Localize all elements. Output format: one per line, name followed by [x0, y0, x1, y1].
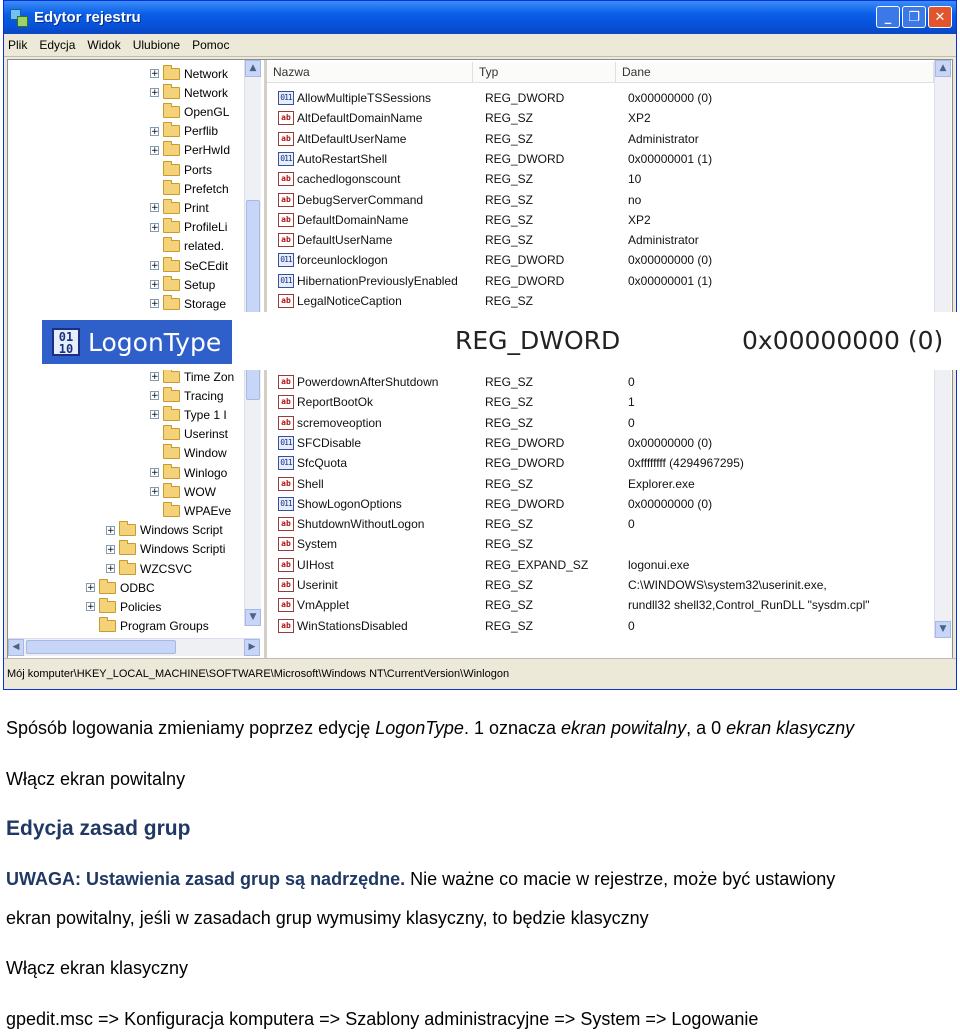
- tree-item[interactable]: [150, 141, 230, 160]
- value-data: 10: [628, 172, 642, 187]
- tree-item-label: WZCSVC: [140, 561, 192, 576]
- tree-expander-icon[interactable]: +: [151, 145, 159, 156]
- menu-favorites[interactable]: Ulubione: [132, 38, 181, 52]
- text-italic: LogonType: [375, 718, 464, 738]
- tree-item[interactable]: [150, 64, 228, 83]
- maximize-button[interactable]: ❐: [902, 6, 926, 28]
- tree-expander-icon[interactable]: +: [151, 468, 159, 478]
- value-name: ShowLogonOptions: [297, 496, 402, 511]
- value-name: DebugServerCommand: [297, 192, 424, 207]
- reg-sz-icon: ab: [278, 537, 294, 551]
- logontype-type: REG_DWORD: [455, 326, 621, 355]
- folder-icon: [163, 221, 180, 233]
- text-italic: ekran klasyczny: [726, 718, 855, 738]
- value-row[interactable]: [267, 595, 870, 615]
- tree-expander-icon[interactable]: +: [151, 410, 159, 421]
- value-row[interactable]: [267, 129, 699, 149]
- warning-rest: Nie ważne co macie w rejestrze, może być ustawiony: [405, 869, 836, 889]
- tree-item-label: Network: [184, 85, 229, 100]
- tree-item-label: Network: [184, 66, 229, 81]
- value-data: 1: [628, 395, 635, 410]
- reg-sz-icon: ab: [278, 172, 294, 186]
- value-name: ShutdownWithoutLogon: [297, 517, 425, 532]
- value-row[interactable]: [267, 555, 690, 575]
- tree-item-label: Type 1 I: [184, 407, 227, 422]
- value-name: scremoveoption: [297, 415, 382, 430]
- reg-sz-icon: ab: [278, 619, 294, 633]
- tree-item[interactable]: [106, 540, 225, 559]
- tree-item[interactable]: [106, 559, 192, 578]
- tree-item[interactable]: [150, 237, 224, 256]
- value-data: 0: [628, 618, 635, 633]
- value-type: REG_DWORD: [485, 253, 565, 268]
- value-name: HibernationPreviouslyEnabled: [297, 273, 458, 288]
- value-name: WinStationsDisabled: [297, 618, 408, 633]
- value-type: REG_DWORD: [485, 456, 565, 471]
- tree-item[interactable]: [150, 198, 209, 217]
- reg-sz-icon: ab: [278, 477, 294, 491]
- line-enable-classic: Włącz ekran klasyczny: [6, 958, 189, 978]
- tree-expander-icon[interactable]: +: [151, 299, 159, 310]
- tree-item[interactable]: [150, 444, 227, 463]
- tree-item-label: Print: [184, 200, 209, 215]
- folder-icon: [163, 428, 180, 440]
- value-data: 0: [628, 375, 635, 389]
- folder-icon: [119, 524, 136, 536]
- value-type: REG_SZ: [485, 618, 534, 633]
- value-row[interactable]: [267, 392, 635, 412]
- tree-expander-icon[interactable]: +: [151, 88, 159, 99]
- value-type: REG_DWORD: [485, 273, 565, 288]
- value-type: REG_SZ: [485, 172, 534, 187]
- tree-item-label: Program Groups: [120, 619, 209, 634]
- tree-expander-icon: [150, 242, 159, 251]
- value-row[interactable]: [267, 474, 695, 494]
- value-type: REG_SZ: [485, 131, 534, 146]
- value-row[interactable]: [267, 514, 635, 534]
- value-data: logonui.exe: [628, 557, 690, 572]
- tree-item-label: Userinst: [184, 427, 229, 442]
- value-row[interactable]: [267, 291, 534, 311]
- tree-item[interactable]: [150, 256, 228, 275]
- value-type: REG_DWORD: [485, 435, 565, 450]
- reg-sz-icon: ab: [278, 395, 294, 409]
- menu-help[interactable]: Pomoc: [192, 38, 230, 52]
- tree-item-label: Prefetch: [184, 181, 229, 196]
- folder-icon: [163, 260, 180, 272]
- reg-dword-icon: 011: [278, 253, 294, 267]
- tree-item-label: Windows Scripti: [140, 542, 226, 557]
- tree-item[interactable]: [86, 617, 209, 636]
- value-row[interactable]: [267, 108, 651, 128]
- column-type-header[interactable]: Typ: [473, 62, 616, 82]
- list-scroll-down-arrow-icon[interactable]: ▼: [935, 621, 951, 638]
- value-name: LegalNoticeCaption: [297, 294, 402, 308]
- tree-item[interactable]: [150, 122, 218, 141]
- menu-file[interactable]: Plik: [8, 38, 28, 52]
- tree-expander-icon[interactable]: +: [87, 602, 95, 613]
- folder-icon: [163, 164, 180, 176]
- folder-icon: [119, 563, 136, 575]
- value-type: REG_EXPAND_SZ: [485, 557, 589, 572]
- logontype-zoom-callout: [37, 312, 960, 370]
- tree-item-label: SeCEdit: [184, 258, 229, 273]
- value-row[interactable]: [267, 271, 713, 291]
- status-bar: Mój komputer\HKEY_LOCAL_MACHINE\SOFTWARE\Microsoft\Windows NT\CurrentVersion\Winlogon: [4, 658, 956, 689]
- value-name: AltDefaultUserName: [297, 131, 407, 146]
- tree-item[interactable]: [150, 102, 229, 121]
- tree-expander-icon: [86, 622, 95, 631]
- tree-item-label: Perflib: [184, 124, 219, 139]
- folder-icon: [163, 298, 180, 310]
- tree-item-label: Tracing: [184, 388, 224, 403]
- warning-bold: UWAGA: Ustawienia zasad grup są nadrzędne.: [6, 869, 406, 889]
- value-name: PowerdownAfterShutdown: [297, 375, 439, 389]
- value-name: System: [297, 537, 338, 552]
- value-name: AutoRestartShell: [297, 151, 388, 166]
- tree-item[interactable]: [150, 386, 224, 405]
- text-run: Spósób logowania zmieniamy poprzez edycję: [6, 718, 376, 738]
- reg-sz-icon: ab: [278, 233, 294, 247]
- tree-item[interactable]: [150, 83, 228, 102]
- value-data: rundll32 shell32,Control_RunDLL "sysdm.cpl": [628, 598, 870, 613]
- folder-icon: [163, 202, 180, 214]
- tree-item-label: ProfileLi: [184, 220, 228, 235]
- tree-item-label: PerHwId: [184, 143, 231, 158]
- tree-expander-icon[interactable]: +: [107, 525, 115, 536]
- value-name: Userinit: [297, 578, 338, 592]
- folder-icon: [163, 183, 180, 195]
- list-scroll-up-arrow-icon[interactable]: ▲: [935, 60, 951, 77]
- reg-sz-icon: ab: [278, 193, 294, 207]
- value-type: REG_SZ: [485, 578, 534, 592]
- tree-expander-icon[interactable]: +: [151, 203, 159, 214]
- folder-icon: [163, 505, 180, 517]
- folder-icon: [163, 486, 180, 498]
- tree-item[interactable]: [150, 275, 215, 294]
- tree-item-label: Setup: [184, 277, 216, 292]
- value-data: XP2: [628, 212, 651, 227]
- folder-icon: [163, 279, 180, 291]
- text-run: . 1 oznacza: [463, 718, 561, 738]
- folder-icon: [163, 409, 180, 421]
- value-row[interactable]: [267, 534, 534, 554]
- value-type: REG_SZ: [485, 375, 534, 389]
- value-type: REG_SZ: [485, 476, 534, 491]
- value-name: cachedlogonscount: [297, 172, 401, 187]
- tree-expander-icon[interactable]: +: [151, 69, 159, 79]
- menu-view[interactable]: Widok: [87, 38, 121, 52]
- value-type: REG_SZ: [485, 233, 534, 248]
- value-row[interactable]: [267, 413, 635, 433]
- tree-scroll-thumb[interactable]: [246, 200, 260, 400]
- window-title: Edytor rejestru: [34, 9, 141, 26]
- tree-item-label: Winlogo: [184, 465, 228, 480]
- tree-expander-icon[interactable]: +: [151, 280, 159, 291]
- value-row[interactable]: [267, 453, 744, 473]
- reg-dword-icon: 011: [278, 274, 294, 288]
- value-data: 0x00000000 (0): [628, 435, 713, 450]
- folder-icon: [163, 106, 180, 118]
- value-data: 0: [628, 415, 635, 430]
- folder-icon: [119, 543, 136, 555]
- tree-item[interactable]: [86, 597, 161, 616]
- reg-dword-icon: 01 10: [52, 328, 80, 356]
- value-data: 0: [628, 517, 635, 532]
- tree-item-label: WPAEve: [184, 503, 232, 518]
- tree-item[interactable]: [150, 294, 226, 313]
- tree-item-label: Windows Script: [140, 523, 223, 538]
- tree-item-label: ODBC: [120, 580, 155, 595]
- tree-item-label: Ports: [184, 162, 213, 177]
- value-name: SFCDisable: [297, 435, 362, 450]
- tree-item-label: Time Zon: [184, 369, 235, 384]
- value-type: REG_SZ: [485, 395, 534, 410]
- folder-icon: [99, 620, 116, 632]
- tree-item[interactable]: [150, 218, 227, 237]
- value-name: ReportBootOk: [297, 395, 374, 410]
- reg-dword-icon: 011: [278, 497, 294, 511]
- scroll-right-arrow-icon[interactable]: ▶: [244, 639, 260, 656]
- warning-line-2: ekran powitalny, jeśli w zasadach grup wymusimy klasyczny, to będzie klasyczny: [6, 908, 649, 928]
- value-type: REG_SZ: [485, 212, 534, 227]
- folder-icon: [99, 601, 116, 613]
- folder-icon: [163, 125, 180, 137]
- tree-item[interactable]: [150, 482, 216, 501]
- text-run: , a 0: [686, 718, 727, 738]
- logontype-selected-value[interactable]: [42, 320, 232, 364]
- tree-item[interactable]: [150, 501, 231, 520]
- tree-item[interactable]: [86, 578, 155, 597]
- folder-icon: [99, 582, 116, 594]
- value-name: SfcQuota: [297, 456, 348, 471]
- tree-item[interactable]: [106, 521, 223, 540]
- tree-expander-icon[interactable]: +: [151, 261, 159, 271]
- warning-paragraph: [6, 869, 835, 890]
- reg-sz-icon: ab: [278, 598, 294, 612]
- reg-sz-icon: ab: [278, 213, 294, 227]
- value-data: 0x00000001 (1): [628, 273, 713, 288]
- reg-sz-icon: ab: [278, 294, 294, 308]
- scroll-down-arrow-icon[interactable]: ▼: [245, 609, 261, 626]
- logontype-name: LogonType: [88, 327, 222, 357]
- value-type: REG_SZ: [485, 598, 534, 613]
- value-data: Explorer.exe: [628, 476, 695, 491]
- value-row[interactable]: [267, 190, 642, 210]
- value-data: Administrator: [628, 233, 699, 248]
- reg-dword-icon: 011: [278, 91, 294, 105]
- value-type: REG_DWORD: [485, 151, 565, 166]
- folder-icon: [163, 390, 180, 402]
- tree-expander-icon[interactable]: +: [151, 487, 159, 498]
- value-name: DefaultUserName: [297, 233, 393, 248]
- value-row[interactable]: [267, 494, 713, 514]
- reg-sz-icon: ab: [278, 517, 294, 531]
- value-type: REG_SZ: [485, 537, 534, 552]
- tree-horizontal-scrollbar[interactable]: [8, 638, 260, 656]
- tree-item[interactable]: [150, 425, 228, 444]
- value-row[interactable]: [267, 250, 713, 270]
- text-italic: ekran powitalny: [561, 718, 687, 738]
- tree-expander-icon[interactable]: +: [87, 583, 95, 594]
- value-type: REG_SZ: [485, 294, 534, 308]
- folder-icon: [163, 240, 180, 252]
- value-row[interactable]: [267, 575, 827, 595]
- value-row[interactable]: [267, 210, 651, 230]
- folder-icon: [163, 447, 180, 459]
- heading-group-policy: Edycja zasad grup: [6, 817, 191, 840]
- tree-item-label: WOW: [184, 484, 216, 499]
- tree-item-label: Policies: [120, 599, 162, 614]
- column-data-header[interactable]: Dane: [616, 62, 934, 82]
- value-row[interactable]: [267, 433, 713, 453]
- reg-sz-icon: ab: [278, 132, 294, 146]
- close-button[interactable]: ✕: [928, 6, 952, 28]
- value-data: 0x00000001 (1): [628, 151, 713, 166]
- value-row[interactable]: [267, 372, 635, 392]
- value-data: 0x00000000 (0): [628, 91, 713, 105]
- tree-item[interactable]: [150, 160, 212, 179]
- value-data: C:\WINDOWS\system32\userinit.exe,: [628, 578, 827, 592]
- folder-icon: [163, 87, 180, 99]
- title-bar[interactable]: [4, 1, 956, 34]
- reg-sz-icon: ab: [278, 375, 294, 389]
- tree-expander-icon: [150, 449, 159, 458]
- folder-icon: [163, 371, 180, 383]
- value-type: REG_DWORD: [485, 91, 565, 105]
- value-name: AllowMultipleTSSessions: [297, 91, 432, 105]
- tree-expander-icon[interactable]: +: [151, 391, 159, 402]
- value-data: Administrator: [628, 131, 699, 146]
- value-data: XP2: [628, 111, 651, 126]
- value-name: AltDefaultDomainName: [297, 111, 423, 126]
- value-name: Shell: [297, 476, 324, 491]
- value-row[interactable]: [267, 230, 699, 250]
- folder-icon: [163, 467, 180, 479]
- value-name: UIHost: [297, 557, 334, 572]
- tree-item-label: Window: [184, 446, 227, 461]
- tree-item-label: Storage: [184, 296, 227, 311]
- folder-icon: [163, 144, 180, 156]
- paragraph-logon-edit: [6, 718, 854, 739]
- tree-item-label: related.: [184, 239, 225, 254]
- value-name: VmApplet: [297, 598, 350, 613]
- tree-hscroll-thumb[interactable]: [26, 640, 176, 654]
- value-row[interactable]: [267, 88, 713, 108]
- folder-icon: [163, 68, 180, 80]
- reg-dword-icon: 011: [278, 436, 294, 450]
- tree-expander-icon: [150, 107, 159, 116]
- tree-expander-icon[interactable]: +: [107, 564, 115, 574]
- reg-sz-icon: ab: [278, 578, 294, 592]
- gpedit-path: gpedit.msc => Konfiguracja komputera => Szablony administracyjne => System => Logowanie: [6, 1009, 759, 1029]
- value-type: REG_SZ: [485, 192, 534, 207]
- value-type: REG_DWORD: [485, 496, 565, 511]
- value-type: REG_SZ: [485, 415, 534, 430]
- menu-bar: [4, 34, 956, 57]
- reg-sz-icon: ab: [278, 416, 294, 430]
- reg-dword-icon: 011: [278, 152, 294, 166]
- reg-dword-icon: 011: [278, 456, 294, 470]
- tree-item[interactable]: [150, 179, 229, 198]
- value-row[interactable]: [267, 149, 713, 169]
- value-row[interactable]: [267, 616, 635, 636]
- scroll-left-arrow-icon[interactable]: ◀: [8, 639, 24, 656]
- tree-expander-icon: [150, 184, 159, 193]
- column-name-header[interactable]: Nazwa: [267, 62, 473, 82]
- reg-sz-icon: ab: [278, 558, 294, 572]
- menu-edit[interactable]: Edycja: [39, 38, 76, 52]
- value-data: no: [628, 192, 642, 207]
- tree-expander-icon[interactable]: +: [151, 126, 159, 137]
- tree-item[interactable]: [150, 463, 227, 482]
- value-data: 0xffffffff (4294967295): [628, 456, 744, 471]
- line-enable-welcome: Włącz ekran powitalny: [6, 769, 186, 789]
- tree-expander-icon: [150, 430, 159, 439]
- list-header: [267, 62, 934, 83]
- value-type: REG_SZ: [485, 111, 534, 126]
- value-name: DefaultDomainName: [297, 212, 409, 227]
- value-type: REG_SZ: [485, 517, 534, 532]
- value-name: forceunlocklogon: [297, 253, 388, 268]
- regedit-app-icon: [10, 9, 28, 27]
- value-data: 0x00000000 (0): [628, 496, 713, 511]
- tree-expander-icon[interactable]: +: [107, 544, 115, 555]
- tree-item-label: OpenGL: [184, 104, 230, 119]
- reg-sz-icon: ab: [278, 111, 294, 125]
- tree-expander-icon: [150, 506, 159, 515]
- tree-expander-icon[interactable]: +: [151, 372, 159, 382]
- tree-expander-icon[interactable]: +: [151, 222, 159, 233]
- scroll-up-arrow-icon[interactable]: ▲: [245, 60, 261, 77]
- minimize-button[interactable]: _: [876, 6, 900, 28]
- value-data: 0x00000000 (0): [628, 253, 713, 268]
- tree-expander-icon: [150, 165, 159, 174]
- logontype-data: 0x00000000 (0): [742, 326, 944, 355]
- tree-item[interactable]: [150, 405, 227, 424]
- value-row[interactable]: [267, 169, 642, 189]
